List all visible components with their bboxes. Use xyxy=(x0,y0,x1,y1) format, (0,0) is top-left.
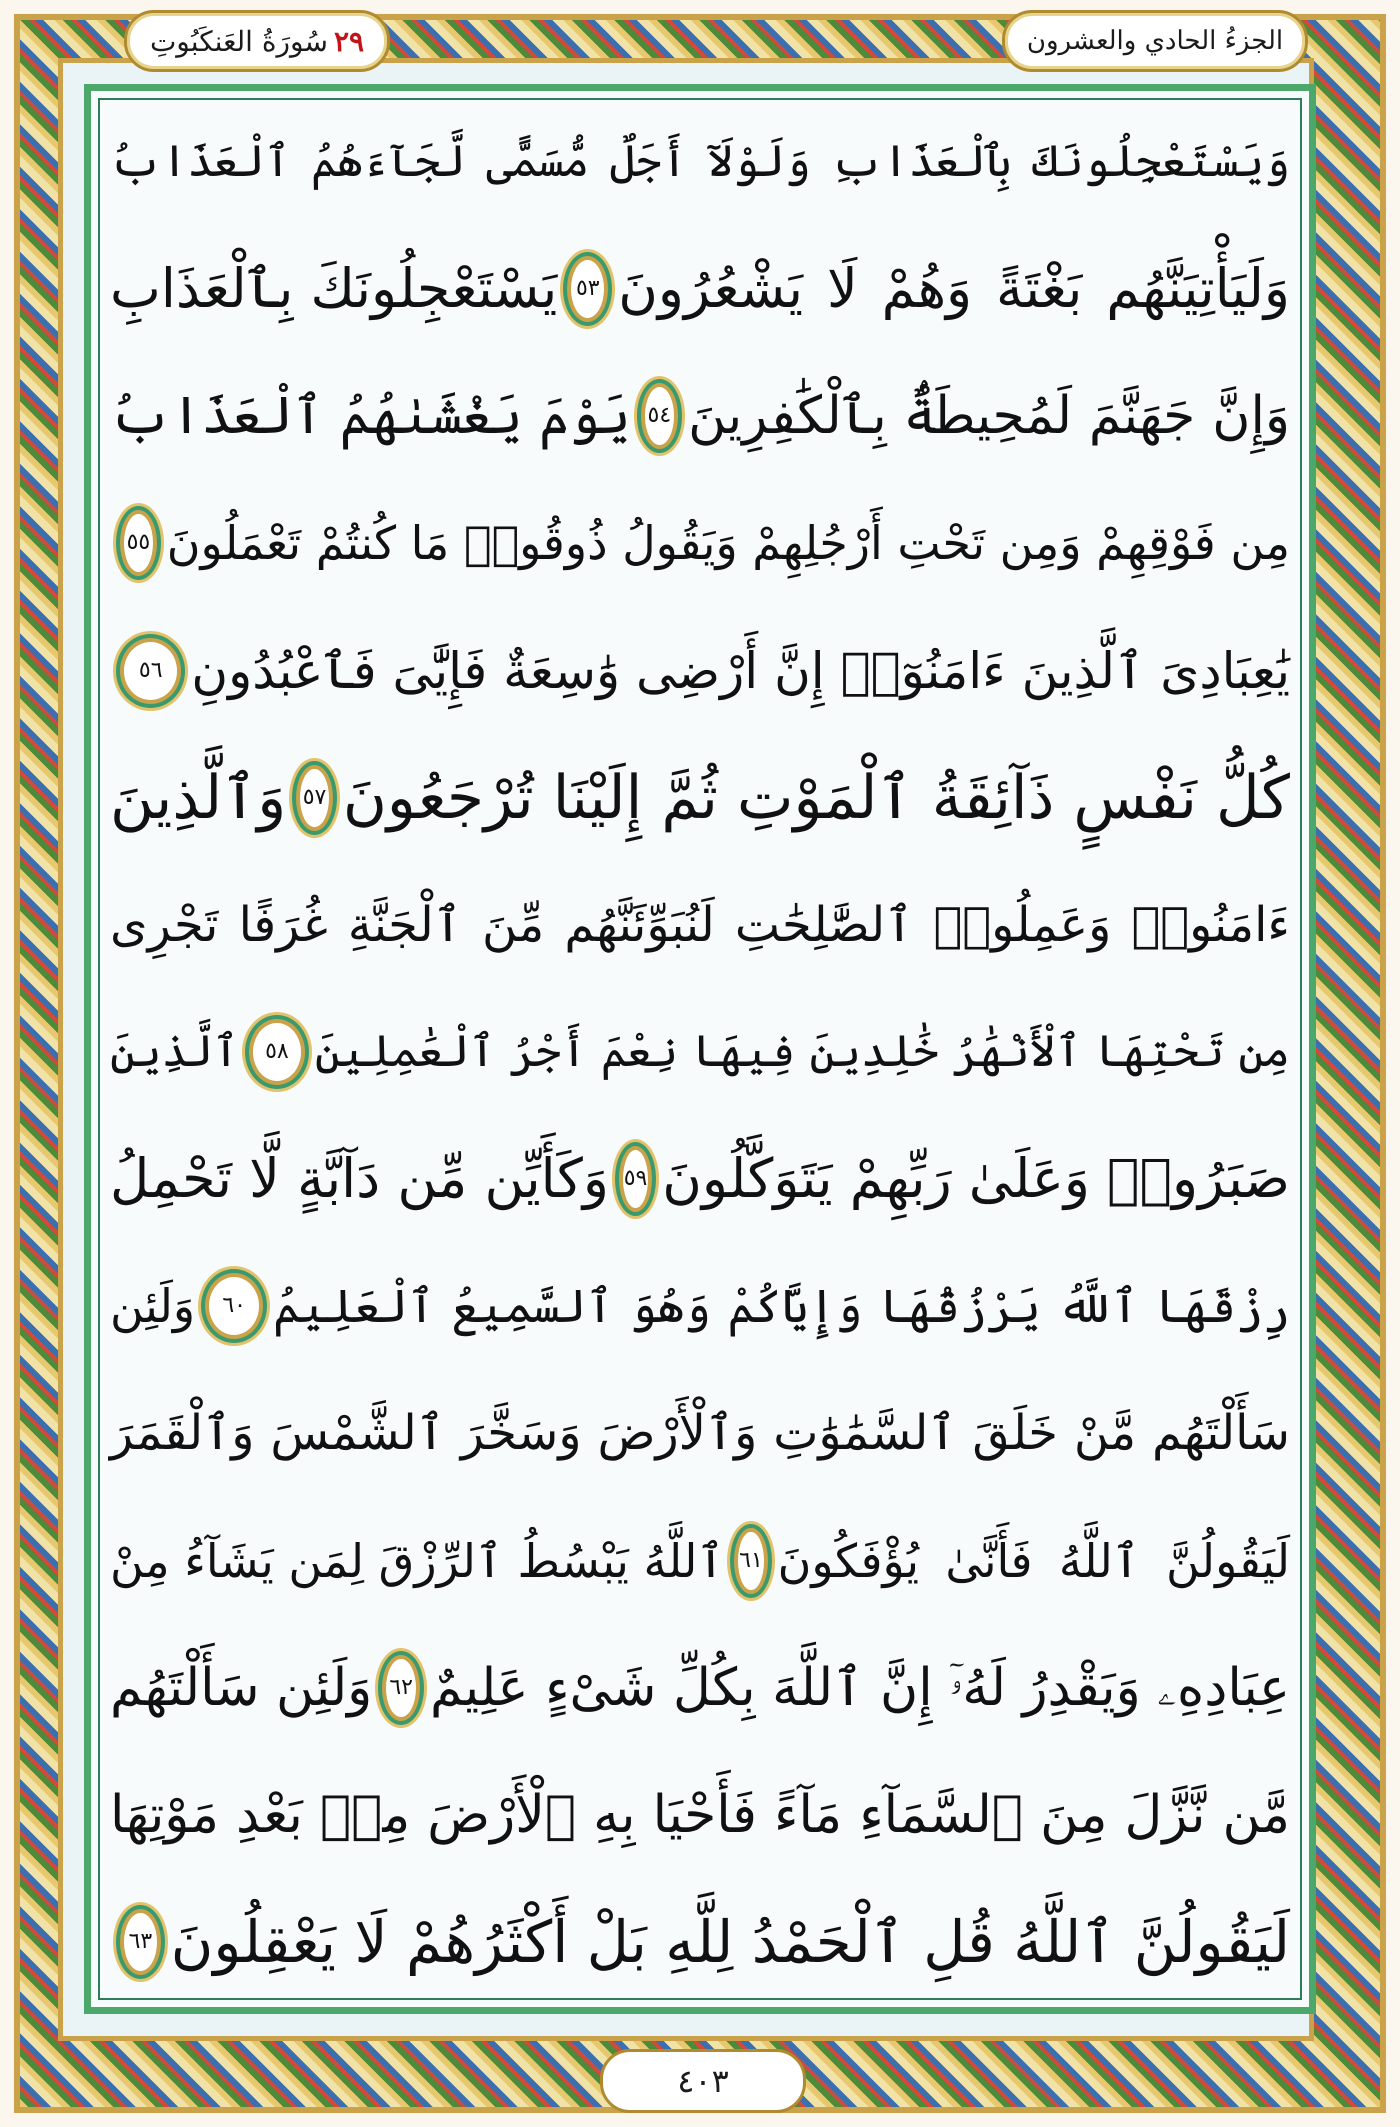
verse-text: وَلَيَأْتِيَنَّهُم بَغْتَةً وَهُمْ لَا يَشْعُرُونَ xyxy=(618,257,1290,321)
ayah-end-marker: ٥٤ xyxy=(641,383,679,449)
verse-text: مِن تَحْتِهَا ٱلْأَنْهَٰرُ خَٰلِدِينَ فِيهَا نِعْمَ أَجْرُ ٱلْعَٰمِلِينَ xyxy=(314,1025,1290,1077)
verse-line xyxy=(110,1129,1290,1229)
verse-text-continued: وَلَئِن xyxy=(110,1279,196,1334)
verse-text: صَبَرُوا۟ وَعَلَىٰ رَبِّهِمْ يَتَوَكَّلُونَ xyxy=(662,1147,1290,1211)
verse-line xyxy=(110,621,1290,721)
verse-text-continued: ٱلَّذِينَ xyxy=(110,1025,239,1077)
verse-text: رِزْقَهَا ٱللَّهُ يَرْزُقُهَا وَإِيَّاكُمْ وَهُوَ ٱلسَّمِيعُ ٱلْعَلِيمُ xyxy=(273,1279,1290,1334)
verse-line xyxy=(110,1002,1290,1102)
ayah-end-marker: ٥٣ xyxy=(567,256,608,322)
verse-text: لَيَقُولُنَّ ٱللَّهُ فَأَنَّىٰ يُؤْفَكُونَ xyxy=(777,1533,1290,1588)
verse-text: ءَامَنُوا۟ وَعَمِلُوا۟ ٱلصَّٰلِحَٰتِ لَنُبَوِّئَنَّهُم مِّنَ ٱلْجَنَّةِ غُرَفًا تَجْرِى xyxy=(110,896,1290,953)
juz-name: الجزءُ الحادي والعشرون xyxy=(1026,26,1284,56)
verse-line xyxy=(110,1765,1290,1865)
juz-header xyxy=(1002,10,1308,72)
verse-text-continued: وَٱلَّذِينَ xyxy=(110,762,287,833)
verse-text-continued: يَسْتَعْجِلُونَكَ بِٱلْعَذَابِ xyxy=(110,257,558,321)
verse-text: وَيَسْتَعْجِلُونَكَ بِٱلْعَذَابِ وَلَوْلَآ أَجَلٌ مُّسَمًّى لَّجَآءَهُمُ ٱلْعَذَابُ xyxy=(110,136,1290,187)
verse-text: مِن فَوْقِهِمْ وَمِن تَحْتِ أَرْجُلِهِمْ وَيَقُولُ ذُوقُوا۟ مَا كُنتُمْ تَعْمَلُونَ xyxy=(166,516,1290,571)
ayah-end-marker: ٥٩ xyxy=(619,1146,652,1212)
verse-line xyxy=(110,748,1290,848)
verse-text-continued: وَكَأَيِّن مِّن دَآبَّةٍ لَّا تَحْمِلُ xyxy=(110,1147,609,1211)
ayah-end-marker: ٥٨ xyxy=(249,1019,305,1085)
verse-text-continued: يَوْمَ يَغْشَىٰهُمُ ٱلْعَذَابُ xyxy=(110,386,631,447)
verse-text: عِبَادِهِۦ وَيَقْدِرُ لَهُۥٓ إِنَّ ٱللَّهَ بِكُلِّ شَىْءٍ عَلِيمٌ xyxy=(430,1657,1290,1718)
verse-text: كُلُّ نَفْسٍ ذَآئِقَةُ ٱلْمَوْتِ ثُمَّ إِلَيْنَا تُرْجَعُونَ xyxy=(342,762,1290,833)
verse-text-continued: وَلَئِن سَأَلْتَهُم xyxy=(110,1657,373,1718)
verse-line xyxy=(110,1638,1290,1738)
verse-line xyxy=(110,1383,1290,1483)
verse-line xyxy=(110,1511,1290,1611)
verse-line xyxy=(110,493,1290,593)
verse-text-continued: ٱللَّهُ يَبْسُطُ ٱلرِّزْقَ لِمَن يَشَآءُ مِنْ xyxy=(110,1533,725,1588)
surah-name: سُورَةُ العَنكَبُوتِ xyxy=(149,24,328,58)
ayah-end-marker: ٥٥ xyxy=(120,510,157,576)
ayah-end-marker: ٦١ xyxy=(734,1528,767,1594)
verse-text: يَٰعِبَادِىَ ٱلَّذِينَ ءَامَنُوٓا۟ إِنَّ أَرْضِى وَٰسِعَةٌ فَإِيَّٰىَ فَٱعْبُدُونِ xyxy=(191,641,1290,700)
surah-header xyxy=(124,10,390,72)
page-number-badge xyxy=(600,2049,806,2113)
verse-line xyxy=(110,239,1290,339)
surah-number: ٢٩ xyxy=(333,24,365,58)
verse-text: مَّن نَّزَّلَ مِنَ ٱلسَّمَآءِ مَآءً فَأَحْيَا بِهِ ٱلْأَرْضَ مِنۢ بَعْدِ مَوْتِهَا xyxy=(110,1784,1290,1845)
verse-text: لَيَقُولُنَّ ٱللَّهُ قُلِ ٱلْحَمْدُ لِلَّهِ بَلْ أَكْثَرُهُمْ لَا يَعْقِلُونَ xyxy=(170,1907,1290,1976)
ayah-end-marker: ٦٣ xyxy=(120,1909,161,1975)
verse-line xyxy=(110,1256,1290,1356)
page-number: ٤٠٣ xyxy=(677,2062,729,2100)
ayah-end-marker: ٥٧ xyxy=(296,765,333,831)
verse-line xyxy=(110,875,1290,975)
ayah-end-marker: ٥٦ xyxy=(120,638,181,704)
verse-text: سَأَلْتَهُم مَّنْ خَلَقَ ٱلسَّمَٰوَٰتِ وَٱلْأَرْضَ وَسَخَّرَ ٱلشَّمْسَ وَٱلْقَمَرَ xyxy=(110,1405,1290,1462)
verse-line xyxy=(110,1892,1290,1992)
verse-line xyxy=(110,366,1290,466)
ayah-end-marker: ٦٠ xyxy=(205,1273,263,1339)
ayah-end-marker: ٦٢ xyxy=(382,1655,420,1721)
verse-lines xyxy=(110,112,1290,1992)
verse-line xyxy=(110,112,1290,212)
verse-text: وَإِنَّ جَهَنَّمَ لَمُحِيطَةٌۢ بِٱلْكَٰفِرِينَ xyxy=(688,386,1290,447)
